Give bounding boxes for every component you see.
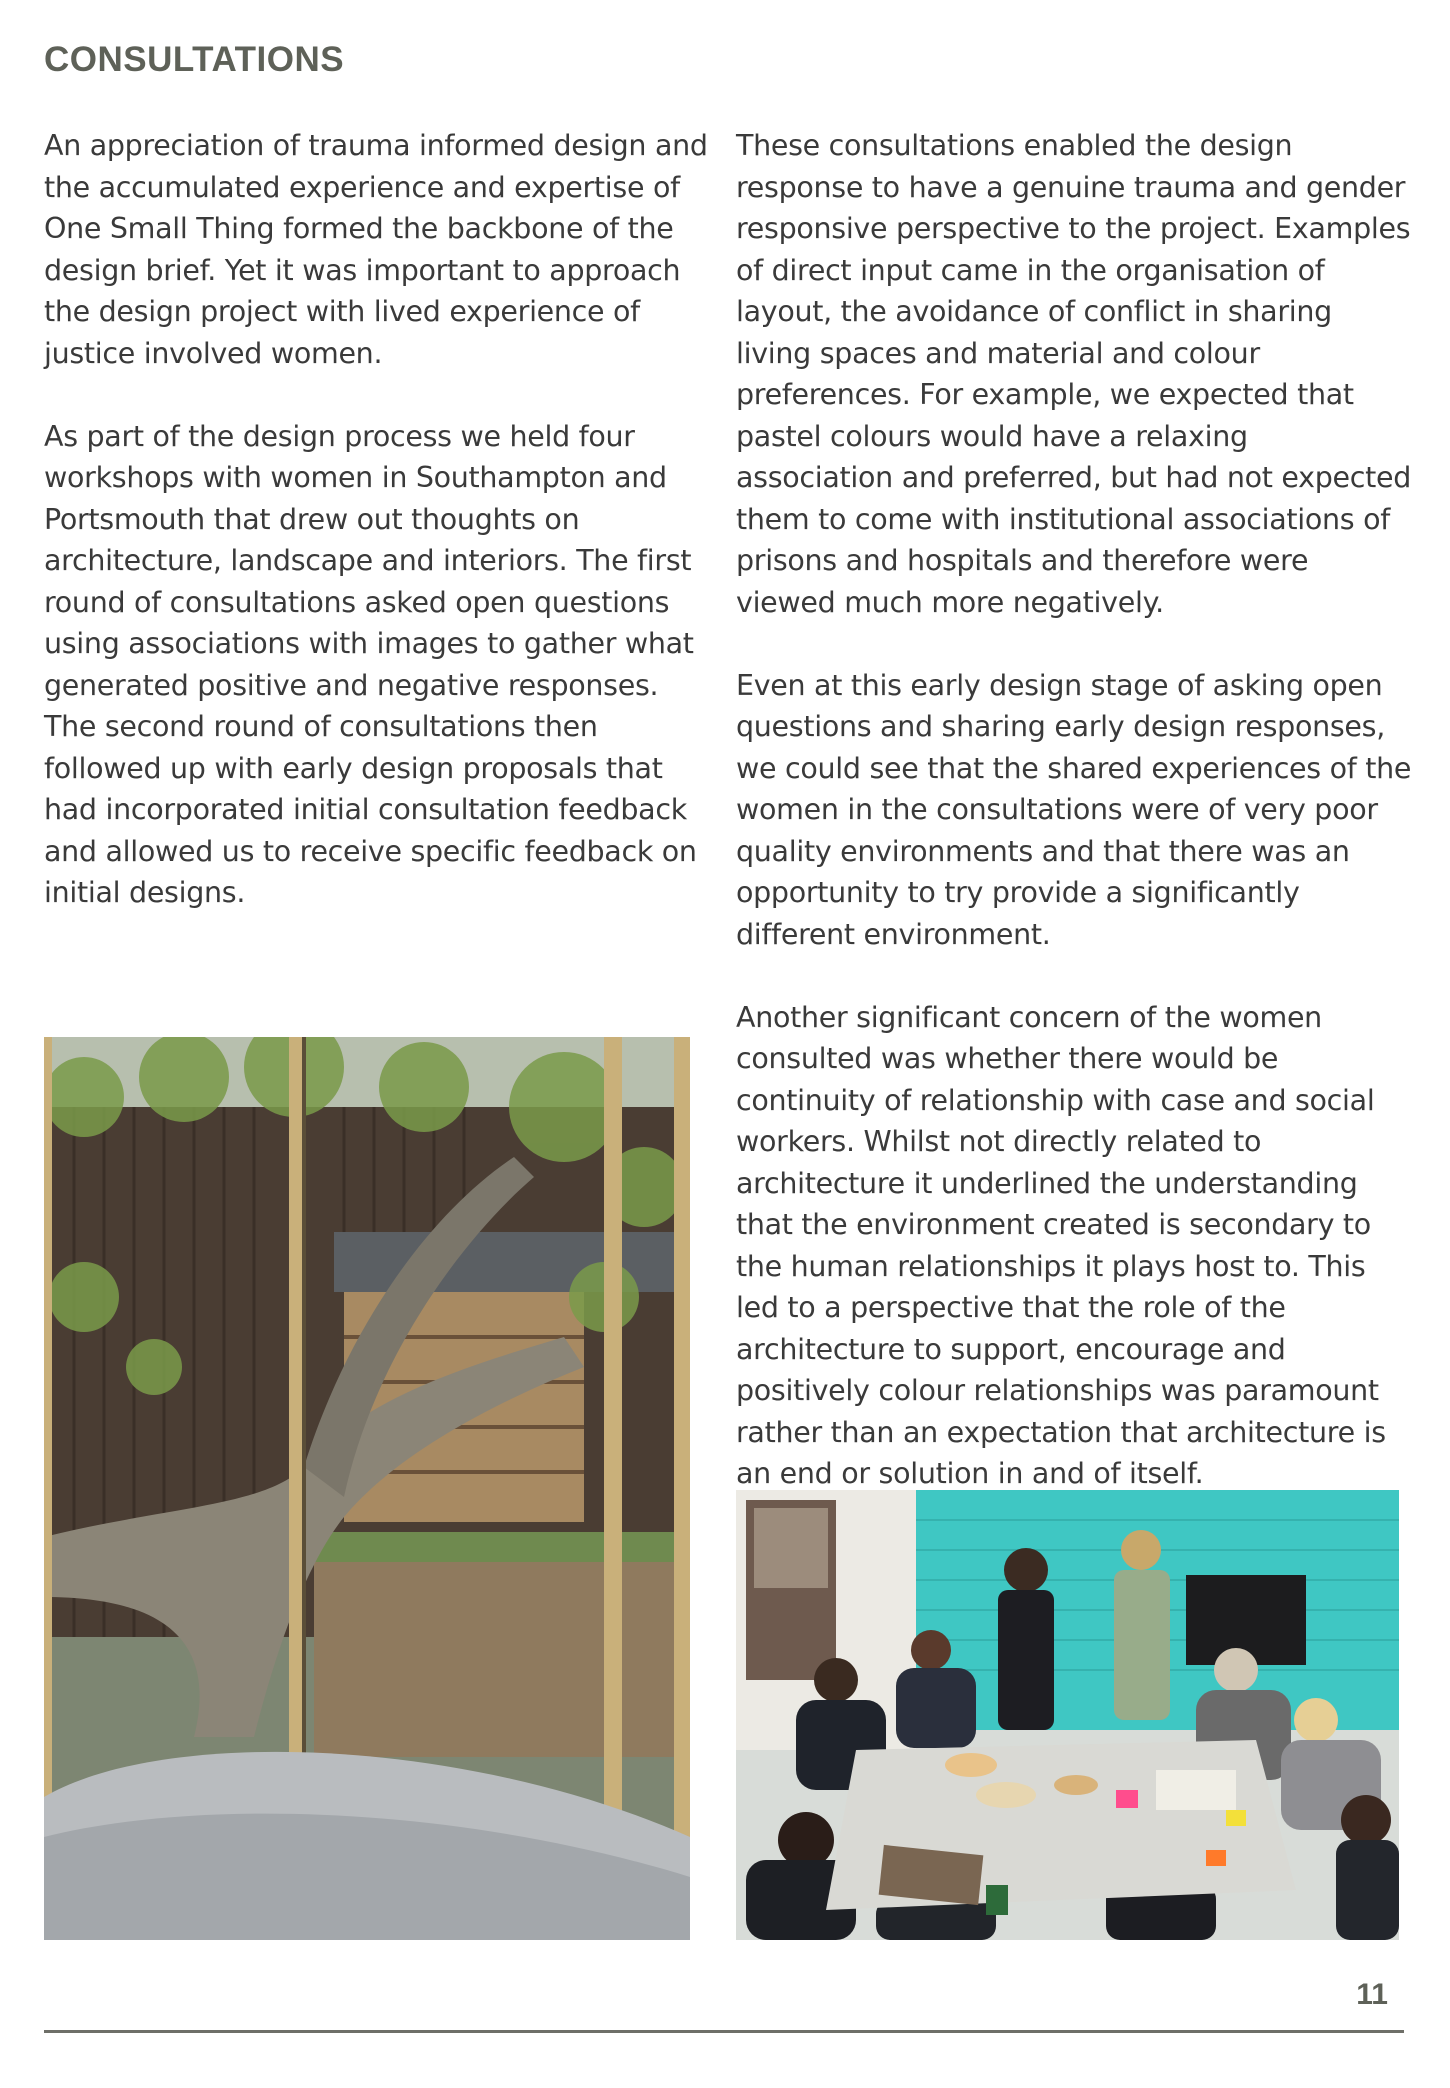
paragraph: An appreciation of trauma informed design and the accumulated experience and expertise of One Small Thing formed the backbone of the design brief. Yet it was important to approach the design project with lived experience of justice involved women. bbox=[44, 129, 708, 370]
right-text-column bbox=[736, 125, 1412, 1536]
left-text-column bbox=[44, 125, 714, 955]
page-heading: CONSULTATIONS bbox=[44, 40, 345, 79]
page-number: 11 bbox=[1356, 1978, 1388, 2011]
footer-rule bbox=[44, 2030, 1404, 2033]
paragraph: Another significant concern of the women consulted was whether there would be continuity of relationship with case and social workers. Whilst not directly related to architecture it underlined the understanding that the environment created is secondary to the human relationships it plays host to. This led to a perspective that the role of the architecture to support, encourage and positively colour relationships was paramount rather than an expectation that architecture is an end or solution in and of itself. bbox=[736, 1000, 1386, 1490]
courtyard-tree-photo bbox=[44, 1037, 690, 1940]
paragraph: Even at this early design stage of asking open questions and sharing early design responses, we could see that the shared experiences of the women in the consultations were of very poor quality environments and that there was an opportunity to try provide a significantly different environment. bbox=[736, 668, 1412, 951]
paragraph: These consultations enabled the design response to have a genuine trauma and gender responsive perspective to the project. Examples of direct input came in the organisation of layout, the avoidance of conflict in sharing living spaces and material and colour preferences. For example, we expected that pastel colours would have a relaxing association and preferred, but had not expected them to come with institutional associations of prisons and hospitals and therefore were viewed much more negatively. bbox=[736, 129, 1412, 619]
paragraph: As part of the design process we held four workshops with women in Southampton and Portsmouth that drew out thoughts on architecture, landscape and interiors. The first round of consultations asked open questions using associations with images to gather what generated positive and negative responses. The second round of consultations then followed up with early design proposals that had incorporated initial consultation feedback and allowed us to receive specific feedback on initial designs. bbox=[44, 419, 697, 909]
workshop-photo bbox=[736, 1490, 1399, 1940]
